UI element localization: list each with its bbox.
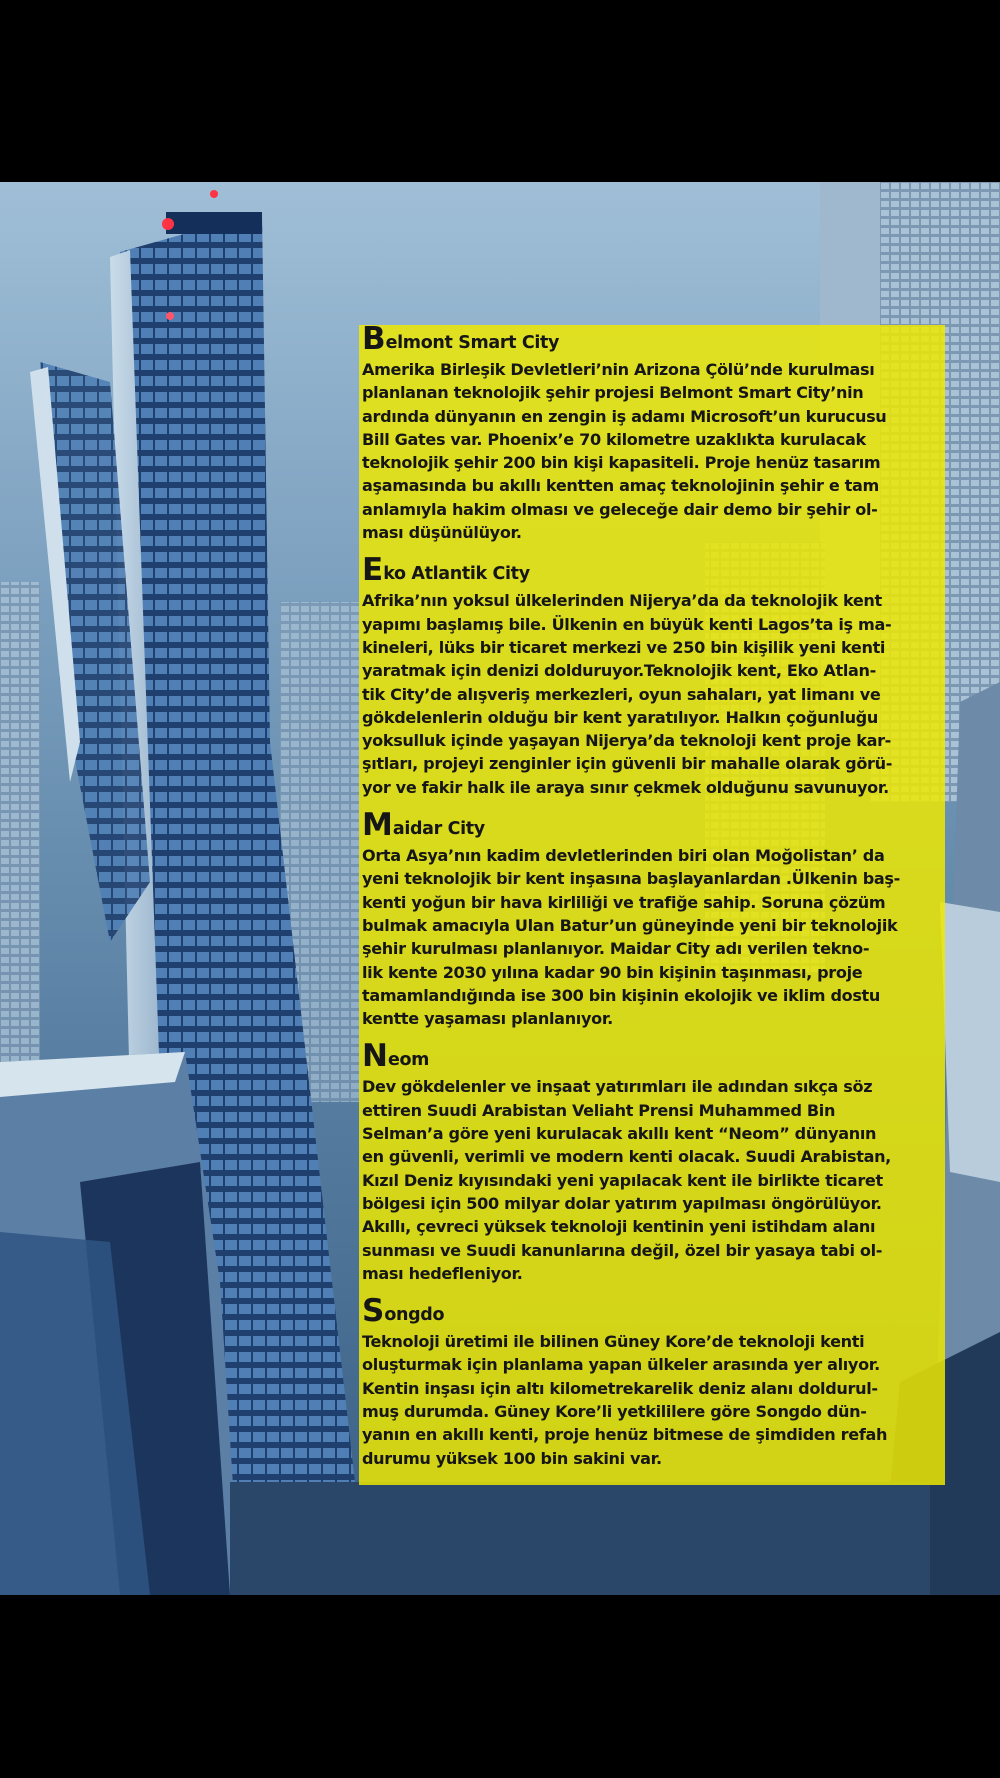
heading-text: ongdo — [384, 1305, 445, 1326]
section-eko-atlantik-city — [362, 552, 943, 799]
section-neom — [362, 1038, 943, 1285]
section-songdo — [362, 1293, 943, 1470]
section-heading — [362, 552, 943, 589]
heading-initial: N — [362, 1038, 388, 1075]
section-body: Teknoloji üretimi ile bilinen Güney Kore’de teknoloji kenti oluşturmak için planlama yapan ülkeler arasında yer alıyor. Kentin inşası için altı kilometrekarelik deniz alanı doldurul- muş durumda. Güney Kore’li yetkililere göre Songdo dün- yanın en akıllı kenti, proje henüz bitmese de şimdiden refah durumu yüksek 100 bin sakini var. — [362, 1332, 888, 1468]
section-heading — [362, 321, 943, 358]
section-body: Orta Asya’nın kadim devletlerinden biri olan Moğolistan’ da yeni teknolojik bir kent inşasına başlayanlardan .Ülkenin baş- kenti yoğun bir hava kirliliği ve trafiğe sahip. Soruna çözüm bulmak amacıyla Ulan Batur’un güneyinde yeni bir teknolojik şehir kurulması planlanıyor. Maidar City adı verilen tekno- lik kente 2030 yılına kadar 90 bin kişinin taşınması, proje tamamlandığında ise 300 bin kişinin ekolojik ve iklim dostu kentte yaşaması planlanıyor. — [362, 846, 900, 1029]
section-body: Dev gökdelenler ve inşaat yatırımları ile adından sıkça söz ettiren Suudi Arabistan Veliaht Prensi Muhammed Bin Selman’a göre yeni kurulacak akıllı kent “Neom” dünyanın en güvenli, verimli ve modern kenti olacak. Suudi Arabistan, Kızıl Deniz kıyısındaki yeni yapılacak kent ile birlikte ticaret bölgesi için 500 milyar dolar yatırım yapılması öngörülüyor. Akıllı, çevreci yüksek teknoloji kentinin yeni istihdam alanı sunması ve Suudi kanunlarına değil, özel bir yasaya tabi ol- ması hedefleniyor. — [362, 1077, 891, 1283]
heading-initial: E — [362, 552, 384, 589]
heading-text: aidar City — [392, 819, 485, 840]
heading-text: elmont Smart City — [385, 333, 560, 353]
section-heading — [362, 807, 943, 844]
heading-initial: S — [362, 1293, 385, 1330]
heading-initial: M — [362, 807, 393, 844]
heading-text: ko Atlantik City — [383, 564, 530, 585]
heading-text: eom — [387, 1050, 430, 1071]
section-body: Afrika’nın yoksul ülkelerinden Nijerya’da da teknolojik kent yapımı başlamış bile. Ülkenin en büyük kenti Lagos’ta iş ma- kineleri, lüks bir ticaret merkezi ve 250 bin kişilik yeni kenti yaratmak için denizi dolduruyor.Teknolojik kent, Eko Atlan- tik City’de alışveriş merkezleri, oyun sahaları, yat limanı ve gökdelenlerin olduğu bir kent yaratılıyor. Halkın çoğunluğu yoksulluk içinde yaşayan Nijerya’da teknoloji kent proje kar- şıtları, projeyi zenginler için güvenli bir mahalle olarak görü- yor ve fakir halk ile araya sınır çekmek olduğunu savunuyor. — [362, 591, 893, 797]
section-maidar-city — [362, 807, 943, 1030]
section-belmont-smart-city — [362, 321, 943, 544]
section-heading — [362, 1038, 943, 1075]
article-panel — [359, 321, 945, 1485]
heading-initial: B — [362, 321, 386, 357]
section-body: Amerika Birleşik Devletleri’nin Arizona Çölü’nde kurulması planlanan teknolojik şehir projesi Belmont Smart City’nin ardında dünyanın en zengin iş adamı Microsoft’un kurucusu Bill Gates var. Phoenix’e 70 kilometre uzaklıkta kurulacak teknolojik şehir 200 bin kişi kapasiteli. Proje henüz tasarım aşamasında bu akıllı kentten amaç teknolojinin şehir e tam anlamıyla hakim olması ve geleceğe dair demo bir şehir ol- ması düşünülüyor. — [362, 360, 887, 543]
section-heading — [362, 1293, 943, 1330]
